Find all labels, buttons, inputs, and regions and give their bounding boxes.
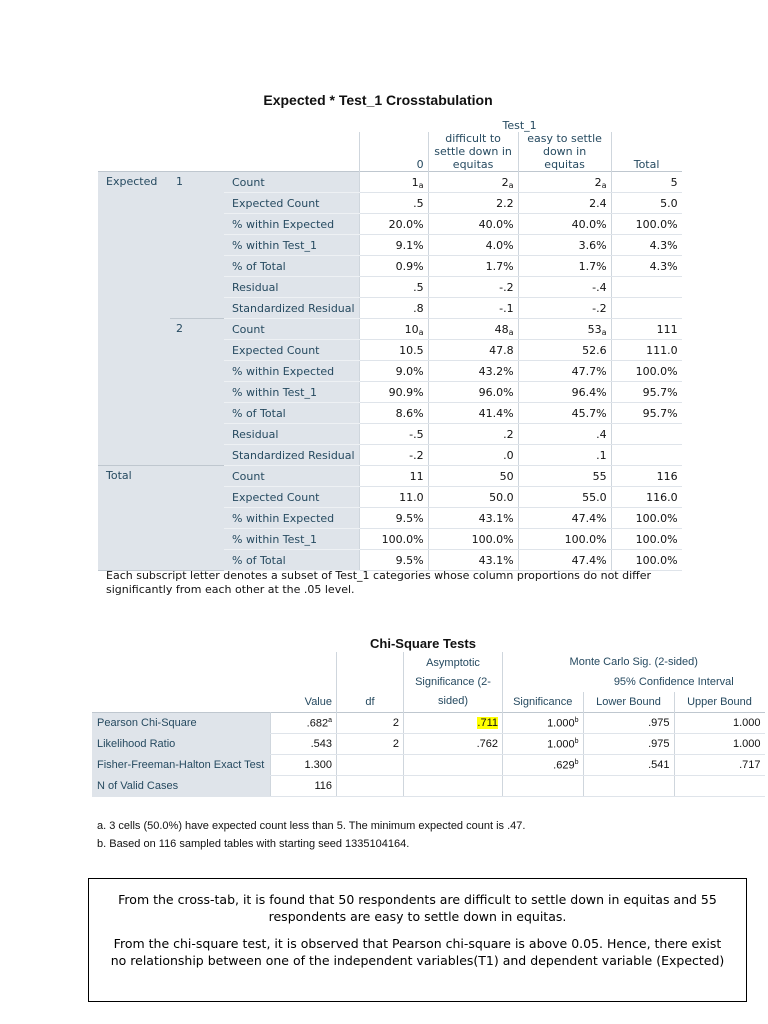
test-label: Pearson Chi-Square bbox=[92, 713, 270, 734]
table-cell: 47.4% bbox=[518, 508, 611, 529]
table-cell bbox=[611, 445, 682, 466]
table-cell: 111.0 bbox=[611, 340, 682, 361]
table-cell: 8.6% bbox=[359, 403, 428, 424]
table-cell: -.1 bbox=[428, 298, 518, 319]
stat-label: % within Test_1 bbox=[224, 382, 359, 403]
asymp-cell bbox=[404, 776, 503, 797]
asymp-text: .711 bbox=[477, 717, 498, 729]
crosstab-table bbox=[98, 112, 682, 571]
table-cell: $1_a$ bbox=[359, 172, 428, 193]
table-cell: .2 bbox=[428, 424, 518, 445]
table-cell: 40.0% bbox=[428, 214, 518, 235]
table-cell: 9.1% bbox=[359, 235, 428, 256]
table-cell: -.2 bbox=[428, 277, 518, 298]
table-cell: 100.0% bbox=[611, 529, 682, 550]
stat-label: Standardized Residual bbox=[224, 298, 359, 319]
stat-label: % within Test_1 bbox=[224, 235, 359, 256]
stat-label: Count bbox=[224, 172, 359, 193]
df-cell bbox=[337, 755, 404, 776]
table-cell: 50 bbox=[428, 466, 518, 487]
row-group-label: 2 bbox=[170, 319, 224, 466]
table-cell: .4 bbox=[518, 424, 611, 445]
lower-bound-cell: .541 bbox=[583, 755, 674, 776]
stat-label: Expected Count bbox=[224, 340, 359, 361]
table-cell: .1 bbox=[518, 445, 611, 466]
total-row-label: Total bbox=[98, 466, 224, 571]
stat-label: % within Test_1 bbox=[224, 529, 359, 550]
stat-label: Residual bbox=[224, 277, 359, 298]
table-cell: $48_a$ bbox=[428, 319, 518, 340]
summary-box bbox=[88, 878, 747, 1002]
table-cell: 100.0% bbox=[611, 550, 682, 571]
table-cell: .5 bbox=[359, 193, 428, 214]
stat-label: Expected Count bbox=[224, 193, 359, 214]
lower-bound-cell bbox=[583, 776, 674, 797]
mc-header: Monte Carlo Sig. (2-sided) bbox=[503, 652, 765, 672]
upper-bound-header: Upper Bound bbox=[674, 692, 765, 713]
table-cell: 52.6 bbox=[518, 340, 611, 361]
value-header: Value bbox=[304, 696, 332, 708]
table-cell: 9.5% bbox=[359, 508, 428, 529]
table-cell: 4.0% bbox=[428, 235, 518, 256]
table-cell: 45.7% bbox=[518, 403, 611, 424]
asymp-header-line bbox=[404, 652, 503, 713]
table-cell: 111 bbox=[611, 319, 682, 340]
table-cell: 47.7% bbox=[518, 361, 611, 382]
value-cell bbox=[270, 776, 337, 797]
table-cell bbox=[611, 298, 682, 319]
lower-bound-header: Lower Bound bbox=[583, 692, 674, 713]
table-cell: 100.0% bbox=[611, 361, 682, 382]
col-group-header: Test_1 bbox=[502, 119, 537, 132]
value-text: .543 bbox=[310, 738, 332, 750]
table-cell: 96.4% bbox=[518, 382, 611, 403]
df-cell bbox=[337, 776, 404, 797]
table-cell: 47.8 bbox=[428, 340, 518, 361]
df-header: df bbox=[337, 692, 404, 713]
table-cell: 3.6% bbox=[518, 235, 611, 256]
chisq-footnote-b: b. Based on 116 sampled tables with starting seed 1335104164. bbox=[97, 838, 410, 850]
row-group-label: 1 bbox=[170, 172, 224, 319]
subscript-letter: a bbox=[508, 327, 514, 337]
table-cell: 0.9% bbox=[359, 256, 428, 277]
table-cell: -.2 bbox=[359, 445, 428, 466]
subscript-letter: a bbox=[601, 327, 607, 337]
ci-header: 95% Confidence Interval bbox=[613, 676, 734, 688]
table-cell: 20.0% bbox=[359, 214, 428, 235]
stat-label: % of Total bbox=[224, 403, 359, 424]
table-cell: 116.0 bbox=[611, 487, 682, 508]
table-cell: 100.0% bbox=[611, 508, 682, 529]
summary-paragraph-1: From the cross-tab, it is found that 50 respondents are difficult to settle down in equitas and 55 respondents are easy to settle down in equitas. bbox=[118, 892, 717, 924]
table-cell: -.2 bbox=[518, 298, 611, 319]
table-cell: 10.5 bbox=[359, 340, 428, 361]
lower-bound-cell: .975 bbox=[583, 734, 674, 755]
table-cell: 41.4% bbox=[428, 403, 518, 424]
value-cell bbox=[270, 755, 337, 776]
stat-label: % within Expected bbox=[224, 214, 359, 235]
asymp-cell bbox=[404, 713, 503, 734]
stat-label: Residual bbox=[224, 424, 359, 445]
table-cell: 50.0 bbox=[428, 487, 518, 508]
significance-text: 1.000 bbox=[547, 738, 575, 751]
table-cell: .5 bbox=[359, 277, 428, 298]
col-header-0: 0 bbox=[359, 132, 428, 172]
table-cell: 1.7% bbox=[428, 256, 518, 277]
col-header-difficult: difficult to settle down in equitas bbox=[428, 132, 518, 172]
df-cell: 2 bbox=[337, 713, 404, 734]
table-cell: 2.2 bbox=[428, 193, 518, 214]
significance-text: .629 bbox=[553, 759, 575, 772]
upper-bound-cell: 1.000 bbox=[674, 734, 765, 755]
table-cell: 43.1% bbox=[428, 508, 518, 529]
table-cell: 43.2% bbox=[428, 361, 518, 382]
value-cell bbox=[270, 734, 337, 755]
table-cell: 1.7% bbox=[518, 256, 611, 277]
table-cell: $10_a$ bbox=[359, 319, 428, 340]
asymp-text: .762 bbox=[476, 738, 498, 750]
footnote-marker: b bbox=[574, 737, 579, 745]
row-var-label: Expected bbox=[98, 172, 170, 466]
footnote-marker: b bbox=[574, 758, 579, 766]
stat-label: Count bbox=[224, 466, 359, 487]
subscript-letter: a bbox=[418, 180, 424, 190]
upper-bound-cell bbox=[674, 776, 765, 797]
stat-label: % of Total bbox=[224, 256, 359, 277]
test-label: N of Valid Cases bbox=[92, 776, 270, 797]
table-cell: 47.4% bbox=[518, 550, 611, 571]
asymp-header: Asymptotic Significance (2-sided) bbox=[415, 656, 491, 707]
df-cell: 2 bbox=[337, 734, 404, 755]
table-cell: 9.0% bbox=[359, 361, 428, 382]
col-header-total: Total bbox=[611, 132, 682, 172]
lower-bound-cell: .975 bbox=[583, 713, 674, 734]
test-label: Fisher-Freeman-Halton Exact Test bbox=[92, 755, 270, 776]
subscript-letter: a bbox=[418, 327, 424, 337]
table-cell: 2.4 bbox=[518, 193, 611, 214]
stat-label: % within Expected bbox=[224, 508, 359, 529]
significance-text: 1.000 bbox=[547, 717, 575, 730]
significance-cell bbox=[503, 734, 584, 755]
table-cell: 100.0% bbox=[359, 529, 428, 550]
table-cell: 90.9% bbox=[359, 382, 428, 403]
table-cell: 4.3% bbox=[611, 256, 682, 277]
table-cell: 11 bbox=[359, 466, 428, 487]
table-cell: 55 bbox=[518, 466, 611, 487]
upper-bound-cell: 1.000 bbox=[674, 713, 765, 734]
table-cell: 95.7% bbox=[611, 403, 682, 424]
significance-header: Significance bbox=[503, 692, 584, 713]
table-cell: 100.0% bbox=[428, 529, 518, 550]
value-text: 116 bbox=[314, 780, 332, 792]
summary-paragraph-2: From the chi-square test, it is observed that Pearson chi-square is above 0.05. Hence, there exist no relationship between one of the independent variables(T1) and dependent variable (Expected) bbox=[110, 936, 725, 968]
table-cell: .8 bbox=[359, 298, 428, 319]
asymp-cell bbox=[404, 734, 503, 755]
table-cell: 43.1% bbox=[428, 550, 518, 571]
table-cell: 5 bbox=[611, 172, 682, 193]
stat-label: % within Expected bbox=[224, 361, 359, 382]
crosstab-title: Expected * Test_1 Crosstabulation bbox=[263, 92, 493, 108]
crosstab-footnote: Each subscript letter denotes a subset of Test_1 categories whose column proportions do not differ significantly from each other at the .05 level. bbox=[106, 569, 652, 596]
table-cell: 116 bbox=[611, 466, 682, 487]
table-cell: $2_a$ bbox=[518, 172, 611, 193]
subscript-letter: a bbox=[601, 180, 607, 190]
table-cell: 4.3% bbox=[611, 235, 682, 256]
value-text: .682 bbox=[306, 717, 329, 730]
table-cell bbox=[611, 424, 682, 445]
chisq-title: Chi-Square Tests bbox=[370, 636, 476, 651]
stat-label: Standardized Residual bbox=[224, 445, 359, 466]
subscript-letter: a bbox=[508, 180, 514, 190]
table-cell: 11.0 bbox=[359, 487, 428, 508]
significance-cell bbox=[503, 755, 584, 776]
table-cell: 100.0% bbox=[611, 214, 682, 235]
footnote-marker: a bbox=[328, 716, 332, 724]
stat-label: Count bbox=[224, 319, 359, 340]
table-cell: 95.7% bbox=[611, 382, 682, 403]
table-cell: $53_a$ bbox=[518, 319, 611, 340]
footnote-marker: b bbox=[574, 716, 579, 724]
table-cell: -.4 bbox=[518, 277, 611, 298]
table-cell bbox=[611, 277, 682, 298]
value-cell bbox=[270, 713, 337, 734]
upper-bound-cell: .717 bbox=[674, 755, 765, 776]
stat-label: % of Total bbox=[224, 550, 359, 571]
value-text: 1.300 bbox=[304, 759, 332, 771]
table-cell: 5.0 bbox=[611, 193, 682, 214]
chisq-table bbox=[92, 652, 765, 797]
table-cell: -.5 bbox=[359, 424, 428, 445]
asymp-cell bbox=[404, 755, 503, 776]
table-cell: 100.0% bbox=[518, 529, 611, 550]
chisq-footnote-a: a. 3 cells (50.0%) have expected count less than 5. The minimum expected count is .47. bbox=[97, 820, 526, 832]
table-cell: 40.0% bbox=[518, 214, 611, 235]
table-cell: 9.5% bbox=[359, 550, 428, 571]
test-label: Likelihood Ratio bbox=[92, 734, 270, 755]
table-cell: $2_a$ bbox=[428, 172, 518, 193]
table-cell: 55.0 bbox=[518, 487, 611, 508]
stat-label: Expected Count bbox=[224, 487, 359, 508]
significance-cell bbox=[503, 776, 584, 797]
significance-cell bbox=[503, 713, 584, 734]
col-header-easy: easy to settle down in equitas bbox=[518, 132, 611, 172]
table-cell: .0 bbox=[428, 445, 518, 466]
table-cell: 96.0% bbox=[428, 382, 518, 403]
